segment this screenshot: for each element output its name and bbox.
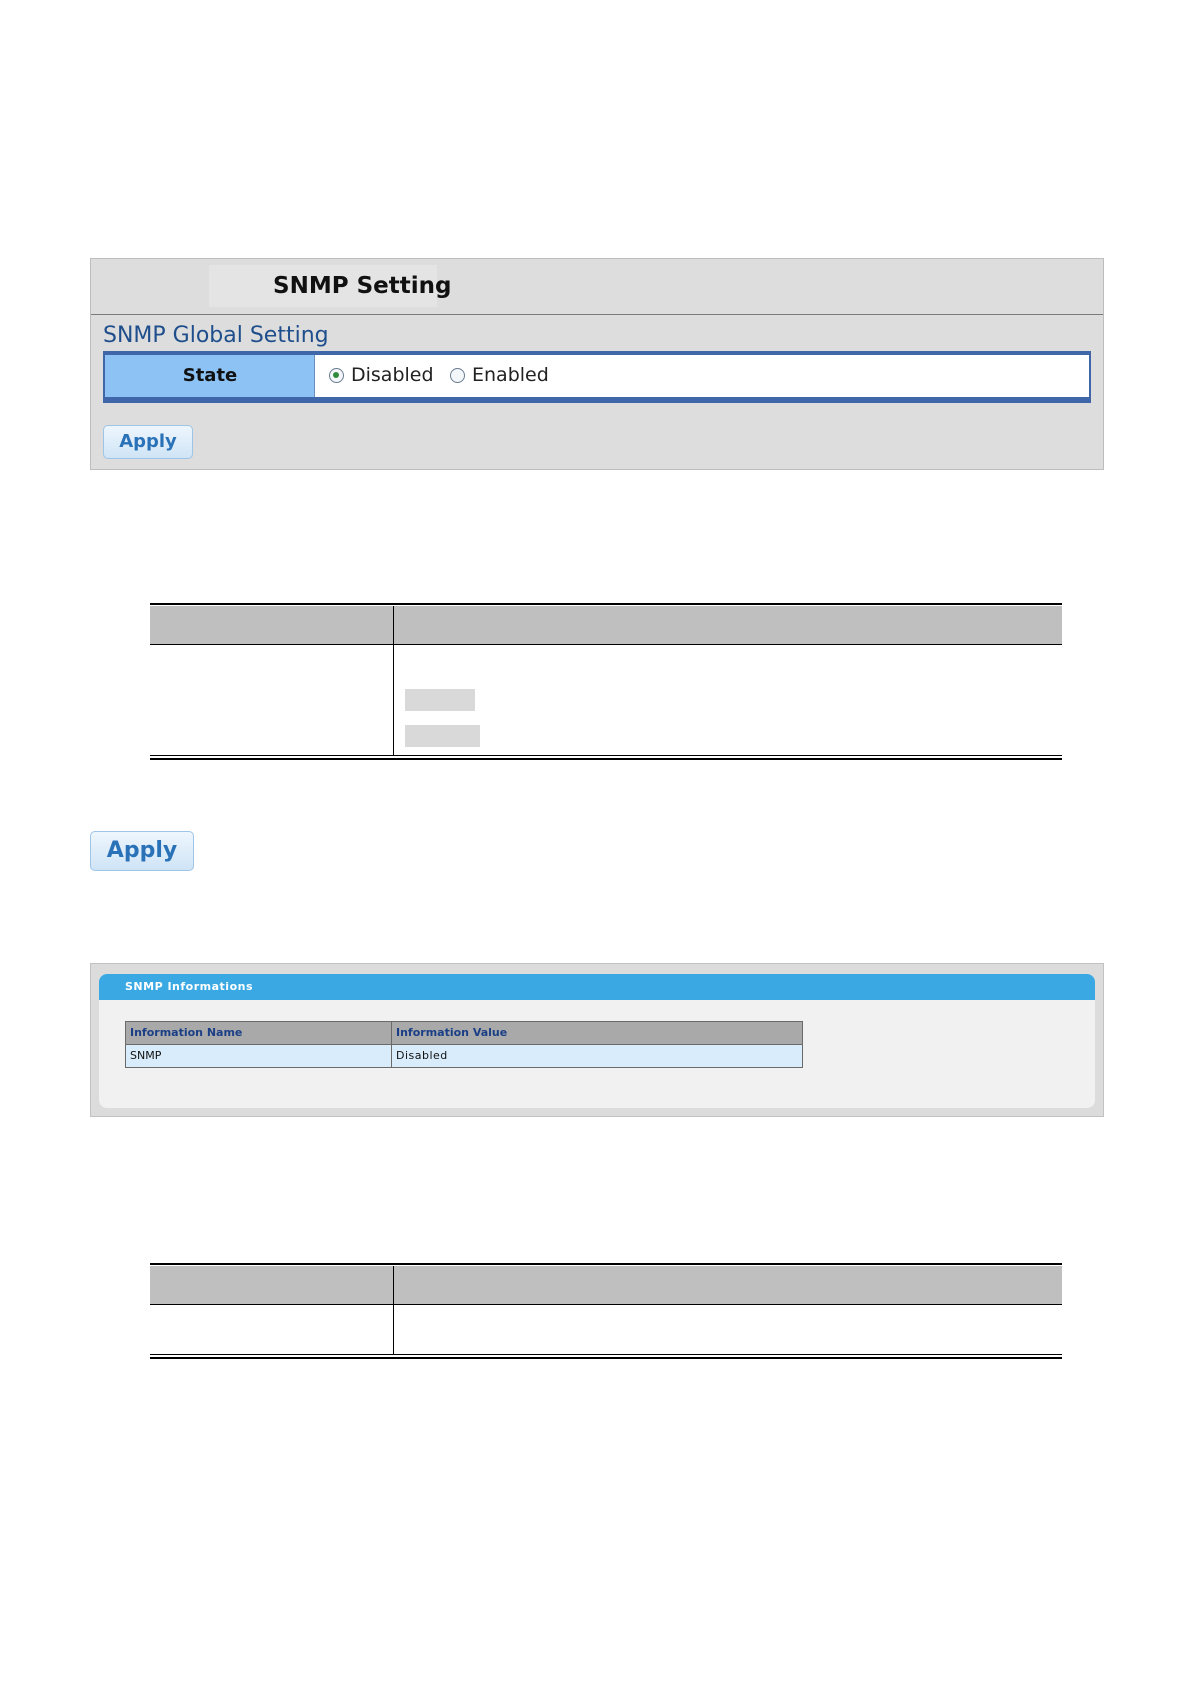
column-header-value: Information Value bbox=[396, 1026, 508, 1039]
apply-button-large[interactable]: Apply bbox=[90, 831, 194, 871]
info-table bbox=[125, 1021, 803, 1068]
table-top-rule bbox=[150, 1263, 1062, 1265]
placeholder-block bbox=[405, 689, 475, 711]
title-divider bbox=[91, 314, 1103, 315]
apply-button[interactable]: Apply bbox=[103, 425, 193, 459]
info-panel-inner bbox=[99, 974, 1095, 1108]
info-value-cell: Disabled bbox=[396, 1049, 448, 1062]
title-tab bbox=[209, 265, 452, 307]
info-panel-title: SNMP Informations bbox=[125, 980, 254, 993]
state-table bbox=[103, 351, 1091, 403]
enabled-radio-label[interactable]: Enabled bbox=[472, 364, 549, 386]
table-bottom-rule bbox=[150, 758, 1062, 760]
state-label-cell bbox=[105, 355, 315, 397]
table-header-row bbox=[150, 1266, 1062, 1304]
description-table-2 bbox=[150, 1263, 1062, 1363]
section-title: SNMP Global Setting bbox=[103, 323, 329, 348]
description-table-1 bbox=[150, 603, 1062, 761]
radio-selected-dot bbox=[333, 372, 339, 378]
info-panel-header bbox=[99, 974, 1095, 1000]
column-divider bbox=[393, 1266, 394, 1355]
table-bottom-rule bbox=[150, 1354, 1062, 1355]
column-divider bbox=[393, 606, 394, 756]
table-bottom-rule bbox=[150, 755, 1062, 756]
table-bottom-rule bbox=[150, 1357, 1062, 1359]
page-title: SNMP Setting bbox=[273, 273, 452, 299]
enabled-radio[interactable] bbox=[450, 368, 465, 383]
header-divider bbox=[150, 1304, 1062, 1305]
column-header-name: Information Name bbox=[126, 1022, 392, 1044]
snmp-setting-panel bbox=[90, 258, 1104, 470]
table-top-rule bbox=[150, 603, 1062, 605]
placeholder-block bbox=[405, 725, 480, 747]
table-header-row bbox=[150, 606, 1062, 644]
header-divider bbox=[150, 644, 1062, 645]
state-label: State bbox=[182, 365, 238, 386]
table-row bbox=[126, 1045, 802, 1067]
disabled-radio[interactable] bbox=[329, 368, 344, 383]
disabled-radio-label[interactable]: Disabled bbox=[351, 364, 434, 386]
info-name-cell: SNMP bbox=[126, 1045, 392, 1067]
info-table-header bbox=[126, 1022, 802, 1045]
snmp-informations-panel bbox=[90, 963, 1104, 1117]
